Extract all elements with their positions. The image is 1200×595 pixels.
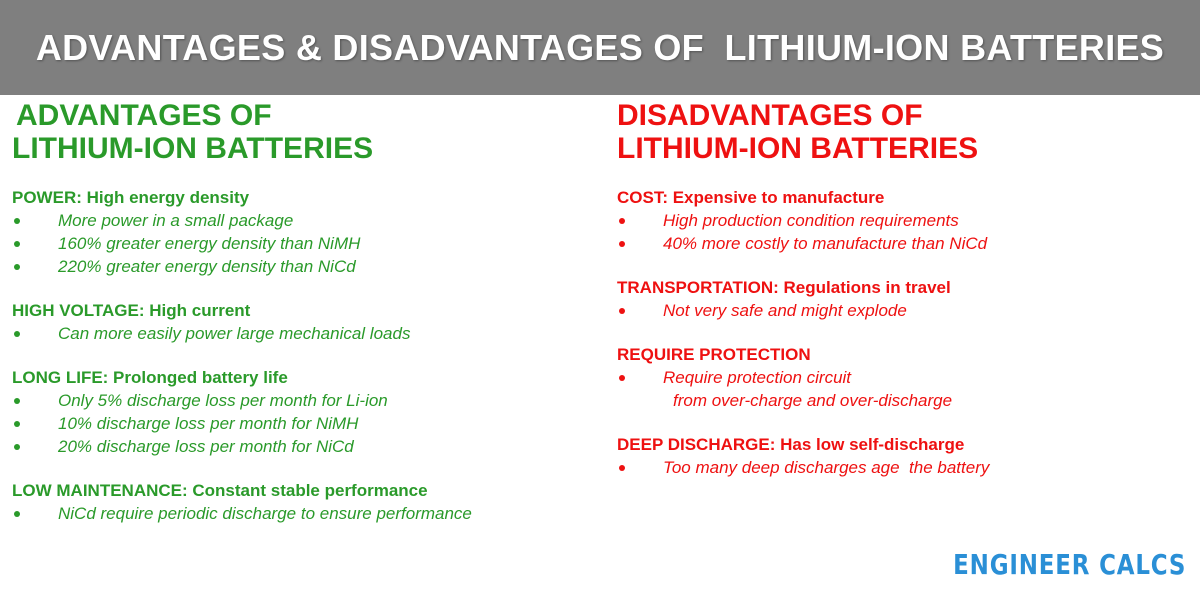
advantage-section-long-life	[12, 367, 592, 458]
bullet-icon	[14, 398, 20, 404]
list-item	[617, 209, 1187, 232]
disadvantages-title	[617, 96, 1187, 165]
list-item	[12, 255, 592, 278]
advantage-section-high-voltage	[12, 300, 592, 345]
bullet-icon	[619, 241, 625, 247]
list-item-text: 10% discharge loss per month for NiMH	[58, 414, 359, 433]
list-item-text: Can more easily power large mechanical loads	[58, 324, 411, 343]
list-item-text: More power in a small package	[58, 211, 294, 230]
section-heading: DEEP DISCHARGE: Has low self-discharge	[617, 435, 965, 454]
list-item-text: 160% greater energy density than NiMH	[58, 234, 361, 253]
disadvantage-section-protection	[617, 344, 1187, 412]
section-heading: LONG LIFE: Prolonged battery life	[12, 368, 288, 387]
advantages-title-line2: LITHIUM-ION BATTERIES	[12, 132, 374, 165]
disadvantage-section-transportation	[617, 277, 1187, 322]
bullet-icon	[14, 218, 20, 224]
bullet-icon	[14, 264, 20, 270]
list-item-text: Not very safe and might explode	[663, 301, 907, 320]
bullet-icon	[619, 308, 625, 314]
list-item	[12, 502, 592, 525]
list-item-text: 220% greater energy density than NiCd	[58, 257, 356, 276]
list-item-text: from over-charge and over-discharge	[673, 391, 953, 410]
list-item	[12, 435, 592, 458]
bullet-icon	[14, 444, 20, 450]
list-item-text: High production condition requirements	[663, 211, 959, 230]
list-item-text: Only 5% discharge loss per month for Li-ion	[58, 391, 388, 410]
disadvantage-section-cost	[617, 187, 1187, 255]
list-item	[12, 232, 592, 255]
list-item-text: Require protection circuit	[663, 368, 852, 387]
list-item	[617, 366, 1187, 389]
list-item-text: 40% more costly to manufacture than NiCd	[663, 234, 988, 253]
section-heading: COST: Expensive to manufacture	[617, 188, 885, 207]
section-heading: POWER: High energy density	[12, 188, 250, 207]
bullet-icon	[14, 331, 20, 337]
list-item	[617, 232, 1187, 255]
bullet-icon	[619, 375, 625, 381]
bullet-icon	[14, 241, 20, 247]
disadvantages-title-line2: LITHIUM-ION BATTERIES	[617, 132, 979, 165]
advantages-column	[12, 96, 592, 525]
list-item-continuation	[617, 389, 1187, 412]
advantage-section-low-maintenance	[12, 480, 592, 525]
section-heading: LOW MAINTENANCE: Constant stable performance	[12, 481, 428, 500]
advantages-title-line1: ADVANTAGES OF	[16, 99, 272, 132]
banner-title: ADVANTAGES & DISADVANTAGES OF LITHIUM-ION BATTERIES	[35, 26, 1165, 68]
list-item-text: Too many deep discharges age the battery	[663, 458, 990, 477]
bullet-icon	[619, 218, 625, 224]
disadvantages-column	[617, 96, 1187, 479]
section-heading: HIGH VOLTAGE: High current	[12, 301, 251, 320]
disadvantage-section-deep-discharge	[617, 434, 1187, 479]
bullet-icon	[14, 421, 20, 427]
bullet-icon	[14, 511, 20, 517]
list-item	[617, 456, 1187, 479]
disadvantages-title-line1: DISADVANTAGES OF	[617, 99, 923, 132]
section-heading: TRANSPORTATION: Regulations in travel	[617, 278, 951, 297]
list-item	[12, 412, 592, 435]
advantages-title	[12, 96, 592, 165]
list-item	[12, 209, 592, 232]
list-item	[617, 299, 1187, 322]
list-item	[12, 322, 592, 345]
advantage-section-power	[12, 187, 592, 278]
title-banner	[0, 0, 1200, 95]
list-item	[12, 389, 592, 412]
list-item-text: 20% discharge loss per month for NiCd	[58, 437, 354, 456]
bullet-icon	[619, 465, 625, 471]
list-item-text: NiCd require periodic discharge to ensure performance	[58, 504, 472, 523]
section-heading: REQUIRE PROTECTION	[617, 345, 811, 364]
engineer-calcs-logo: ENGINEER CALCS	[952, 548, 1186, 581]
